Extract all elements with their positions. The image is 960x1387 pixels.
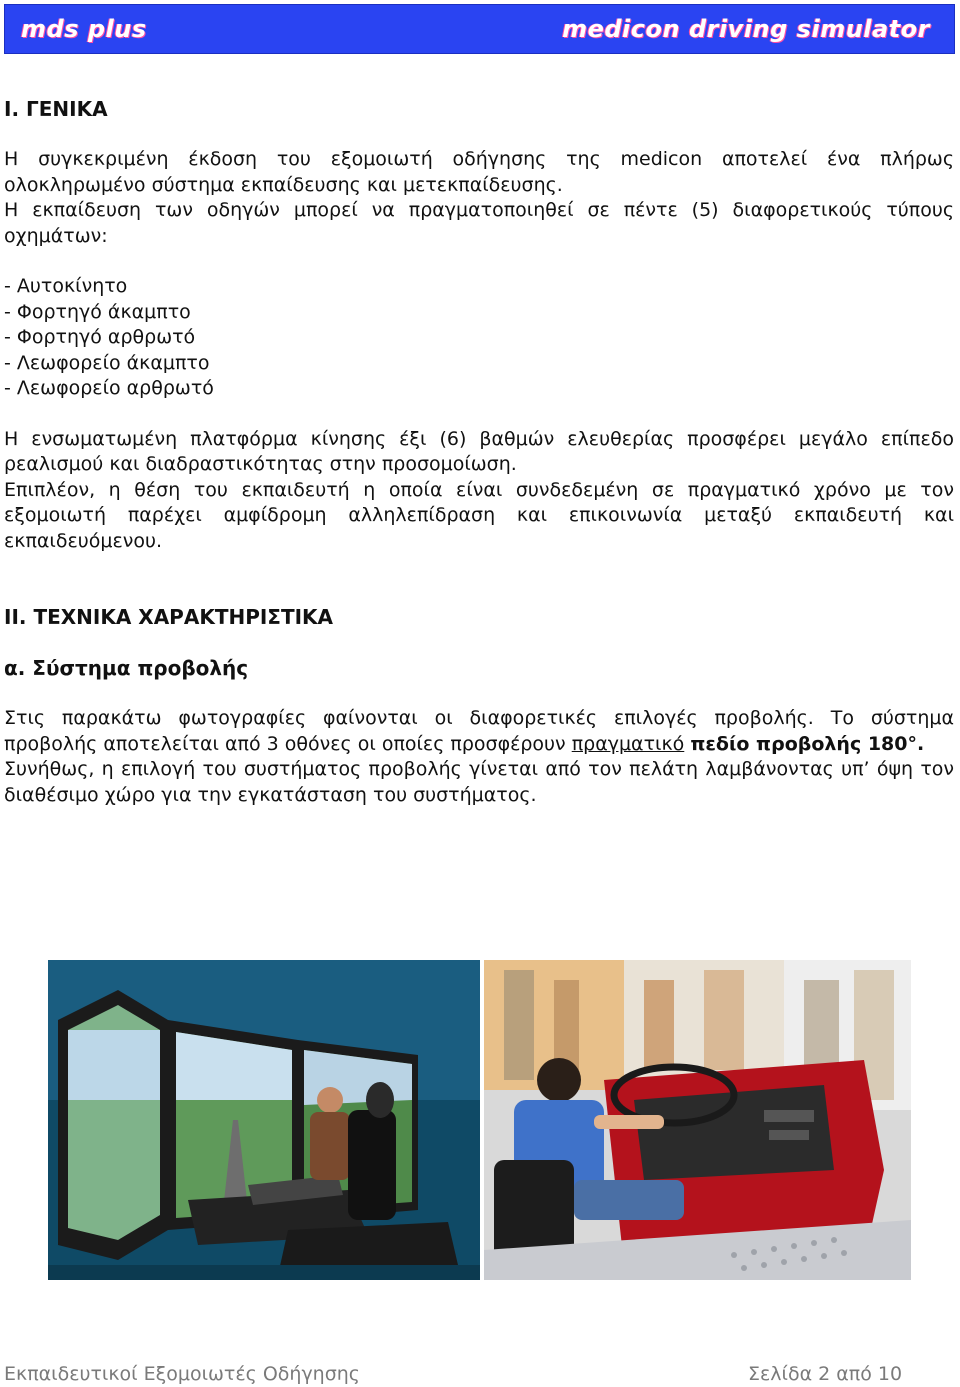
photo-three-screen-simulator — [48, 960, 480, 1280]
list-item: - Αυτοκίνητο — [4, 275, 128, 297]
projection-text: Στις παρακάτω φωτογραφίες φαίνονται οι διαφορετικές επιλογές προβολής. Το σύστημα προβολής αποτελείται από 3 οθόνες οι οποίες προσφέρουν — [4, 707, 954, 755]
projection-field-of-view: πεδίο προβολής 180°. — [690, 732, 925, 755]
intro-paragraph-1: Η συγκεκριμένη έκδοση του εξομοιωτή οδήγησης της medicon αποτελεί ένα πλήρως ολοκληρωμένο σύστημα εκπαίδευσης και μετεκπαίδευσης. — [4, 148, 954, 196]
instructor-paragraph: Επιπλέον, η θέση του εκπαιδευτή η οποία είναι συνδεδεμένη σε πραγματικό χρόνο με τον εξομοιωτή παρέχει αμφίδρομη αλληλεπίδραση και επικοινωνία μεταξύ εκπαιδευτή και εκπαιδευόμενου. — [4, 478, 954, 552]
list-item: - Λεωφορείο άκαμπτο — [4, 351, 210, 374]
header-banner — [4, 4, 955, 54]
document-body — [4, 96, 954, 808]
section-1-heading: Ι. ΓΕΝΙΚΑ — [4, 97, 108, 121]
projection-subheading: α. Σύστημα προβολής — [4, 656, 249, 680]
footer-page-number: Σελίδα 2 από 10 — [748, 1363, 903, 1385]
projection-underlined-word: πραγματικό — [571, 732, 685, 755]
footer-document-title: Εκπαιδευτικοί Εξομοιωτές Οδήγησης — [4, 1363, 360, 1385]
list-item: - Φορτηγό άκαμπτο — [4, 300, 191, 323]
photo-bus-simulator-cockpit — [484, 960, 911, 1280]
vehicle-list — [4, 274, 954, 402]
section-2-heading: ΙΙ. ΤΕΧΝΙΚΑ ΧΑΡΑΚΤΗΡΙΣΤΙΚΑ — [4, 605, 334, 629]
banner-brand-right: medicon driving simulator — [562, 15, 930, 43]
list-item: - Λεωφορείο αρθρωτό — [4, 377, 214, 399]
projection-paragraph — [4, 706, 954, 757]
list-item: - Φορτηγό αρθρωτό — [4, 326, 196, 348]
platform-paragraph: Η ενσωματωμένη πλατφόρμα κίνησης έξι (6) βαθμών ελευθερίας προσφέρει μεγάλο επίπεδο ρεαλισμού και διαδραστικότητας στην προσομοίωση. — [4, 427, 954, 475]
banner-brand-left: mds plus — [21, 15, 147, 43]
intro-paragraph-2: Η εκπαίδευση των οδηγών μπορεί να πραγματοποιηθεί σε πέντε (5) διαφορετικούς τύπους οχημάτων: — [4, 199, 954, 247]
projection-choice-paragraph: Συνήθως, η επιλογή του συστήματος προβολής γίνεται από τον πελάτη λαμβάνοντας υπ’ όψη τον διαθέσιμο χώρο για την εγκατάσταση του συστήματος. — [4, 758, 954, 806]
